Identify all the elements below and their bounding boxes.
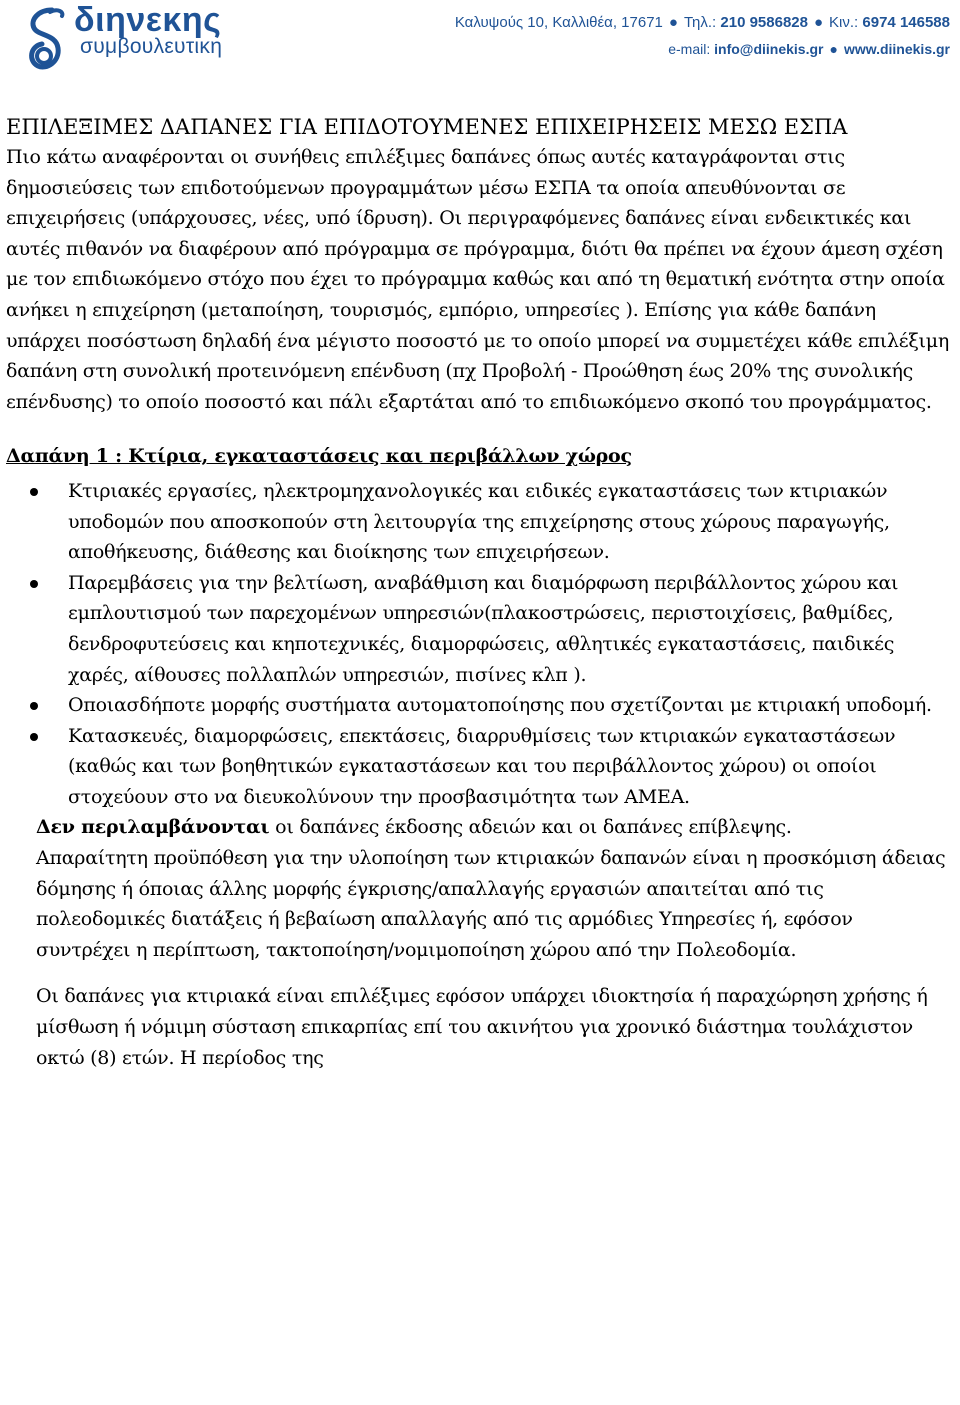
separator-bullet: ● <box>829 41 838 57</box>
exclusion-paragraph <box>6 812 950 843</box>
list-item-text: Κτιριακές εργασίες, ηλεκτρομηχανολογικές και ειδικές εγκαταστάσεις των κτιριακών υποδομών που αποσκοπούν στη λειτουργία της επιχείρησης στους χώρους παραγωγής, αποθήκευσης, διάθεσης και διοίκησης των επιχειρήσεων. <box>68 479 890 564</box>
ownership-paragraph: Οι δαπάνες για κτιριακά είναι επιλέξιμες εφόσον υπάρχει ιδιοκτησία ή παραχώρηση χρήσης ή μίσθωση ή νόμιμη σύσταση επικαρπίας επί του ακινήτου για χρονικό διάστημα τουλάχιστον οκτώ (8) ετών. Η περίοδος της <box>36 985 928 1069</box>
email-label: e-mail: <box>668 41 711 57</box>
bullet-icon <box>30 488 38 496</box>
intro-paragraph: Πιο κάτω αναφέρονται οι συνήθεις επιλέξιμες δαπάνες όπως αυτές καταγράφονται στις δημοσιεύσεις των επιδοτούμενων προγραμμάτων μέσω ΕΣΠΑ τα οποία απευθύνονται σε επιχειρήσεις (υπάρχουσες, νέες, υπό ίδρυση). Οι περιγραφόμενες δαπάνες είναι ενδεικτικές και αυτές πιθανόν να διαφέρουν από πρόγραμμα σε πρόγραμμα, διότι θα πρέπει να έχουν άμεση σχέση με τον επιδιωκόμενο στόχο που έχει το πρόγραμμα καθώς και από τη θεματική ενότητα στην οποία ανήκει η επιχείρηση (μεταποίηση, τουρισμός, εμπόριο, υπηρεσίες ). Επίσης για κάθε δαπάνη υπάρχει ποσόστωση δηλαδή ένα μέγιστο ποσοστό με το οποίο μπορεί να συμμετέχει κάθε επιλέξιμη δαπάνη στη συνολική προτεινόμενη επένδυση (πχ Προβολή - Προώθηση έως 20% της συνολικής επένδυσης) το οποίο ποσοστό και πάλι εξαρτάται από το επιδιωκόμενο σκοπό του προγράμματος. <box>6 146 949 413</box>
bullet-icon <box>30 733 38 741</box>
list-item <box>6 476 950 568</box>
list-item-text: Οποιασδήποτε μορφής συστήματα αυτοματοποίησης που σχετίζονται με κτιριακή υποδομή. <box>68 694 932 717</box>
section-1-list <box>6 476 950 813</box>
company-logo-icon <box>22 4 68 76</box>
letterhead <box>0 0 960 80</box>
list-item <box>6 568 950 690</box>
mobile-number: 6974 146588 <box>862 14 950 31</box>
tel-number: 210 9586828 <box>720 14 808 31</box>
mobile-label: Κιν.: <box>829 14 859 31</box>
bullet-icon <box>30 580 38 588</box>
separator-bullet: ● <box>813 14 824 31</box>
list-item <box>6 690 950 721</box>
requirement-paragraph: Απαραίτητη προϋπόθεση για την υλοποίηση των κτιριακών δαπανών είναι η προσκόμιση άδειας δόμησης ή όποιας άλλης μορφής έγκρισης/απαλλαγής εργασιών απαιτείται από τις πολεοδομικές διατάξεις ή βεβαίωση απαλλαγής από τις αρμόδιες Υπηρεσίες ή, εφόσον συντρέχει η περίπτωση, τακτοποίηση/νομιμοποίηση χώρου από την Πολεοδομία. <box>36 847 946 961</box>
tel-label: Τηλ.: <box>683 14 717 31</box>
company-subtitle: συμβουλευτικη <box>80 35 223 58</box>
document-body <box>6 112 950 1073</box>
exclusion-bold: Δεν περιλαμβάνονται <box>36 816 270 839</box>
address-text: Καλυψούς 10, Καλλιθέα, 17671 <box>454 14 663 31</box>
exclusion-text: οι δαπάνες έκδοσης αδειών και οι δαπάνες επίβλεψης. <box>269 816 792 839</box>
separator-bullet: ● <box>668 14 678 31</box>
company-name: διηνεκης <box>74 1 222 39</box>
list-item-text: Κατασκευές, διαμορφώσεις, επεκτάσεις, διαρρυθμίσεις των κτιριακών εγκαταστάσεων (καθώς και των βοηθητικών εγκαταστάσεων και του περιβάλλοντος χώρου) οι οποίοι στοχεύουν στο να διευκολύνουν την προσβασιμότητα των ΑΜΕΑ. <box>68 724 896 808</box>
contact-line-web <box>668 41 950 57</box>
email-link[interactable]: info@diinekis.gr <box>714 41 824 57</box>
document-title: ΕΠΙΛΕΞΙΜΕΣ ΔΑΠΑΝΕΣ ΓΙΑ ΕΠΙΔΟΤΟΥΜΕΝΕΣ ΕΠΙΧΕΙΡΗΣΕΙΣ ΜΕΣΩ ΕΣΠΑ <box>6 115 848 139</box>
list-item <box>6 721 950 813</box>
contact-line-address <box>455 14 950 31</box>
list-item-text: Παρεμβάσεις για την βελτίωση, αναβάθμιση και διαμόρφωση περιβάλλοντος χώρου και εμπλουτισμού των παρεχομένων υπηρεσιών(πλακοστρώσεις, περιστοιχίσεις, βαθμίδες, δενδροφυτεύσεις και κηποτεχνικές, διαμορφώσεις, αθλητικές εγκαταστάσεις, παιδικές χαρές, αίθουσες πολλαπλών υπηρεσιών, πισίνες κλπ ). <box>68 571 899 686</box>
section-1-heading: Δαπάνη 1 : Κτίρια, εγκαταστάσεις και περιβάλλων χώρος <box>6 445 632 468</box>
bullet-icon <box>30 702 38 710</box>
website-link[interactable]: www.diinekis.gr <box>843 41 950 57</box>
